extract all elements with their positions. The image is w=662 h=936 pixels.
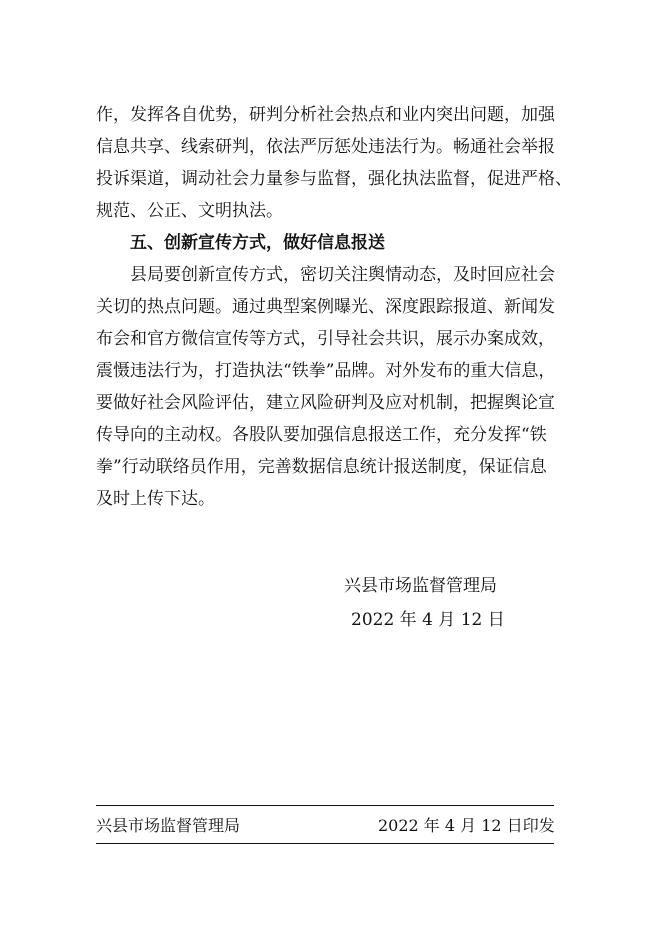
paragraph-line: 拳”行动联络员作用，完善数据信息统计报送制度，保证信息 <box>96 457 547 477</box>
paragraph-line: 投诉渠道，调动社会力量参与监督，强化执法监督，促进严格、 <box>96 169 572 189</box>
paragraph-line: 作，发挥各自优势，研判分析社会热点和业内突出问题，加强 <box>96 105 555 125</box>
paragraph-line: 传导向的主动权。各股队要加强信息报送工作，充分发挥“铁 <box>96 425 547 445</box>
footer-org: 兴县市场监督管理局 <box>96 816 241 835</box>
paragraph-line: 震慑违法行为，打造执法“铁拳”品牌。对外发布的重大信息， <box>96 361 556 381</box>
signature-date: 2022 年 4 月 12 日 <box>351 610 505 630</box>
section-heading: 五、创新宣传方式，做好信息报送 <box>130 233 385 253</box>
footer-rule-bottom <box>96 843 554 844</box>
footer-rule-top <box>96 805 554 806</box>
body-text <box>96 99 576 515</box>
paragraph-line: 及时上传下达。 <box>96 489 215 509</box>
paragraph-line: 要做好社会风险评估，建立风险研判及应对机制，把握舆论宣 <box>96 393 555 413</box>
paragraph-line: 布会和官方微信宣传等方式，引导社会共识，展示办案成效， <box>96 329 555 349</box>
paragraph-line: 县局要创新宣传方式，密切关注舆情动态，及时回应社会 <box>130 265 555 285</box>
paragraph-line: 信息共享、线索研判，依法严厉惩处违法行为。畅通社会举报 <box>96 137 555 157</box>
paragraph-line: 规范、公正、文明执法。 <box>96 201 283 221</box>
signature-org: 兴县市场监督管理局 <box>344 576 497 596</box>
footer-issued-date: 2022 年 4 月 12 日印发 <box>378 816 555 835</box>
paragraph-line: 关切的热点问题。通过典型案例曝光、深度跟踪报道、新闻发 <box>96 297 555 317</box>
